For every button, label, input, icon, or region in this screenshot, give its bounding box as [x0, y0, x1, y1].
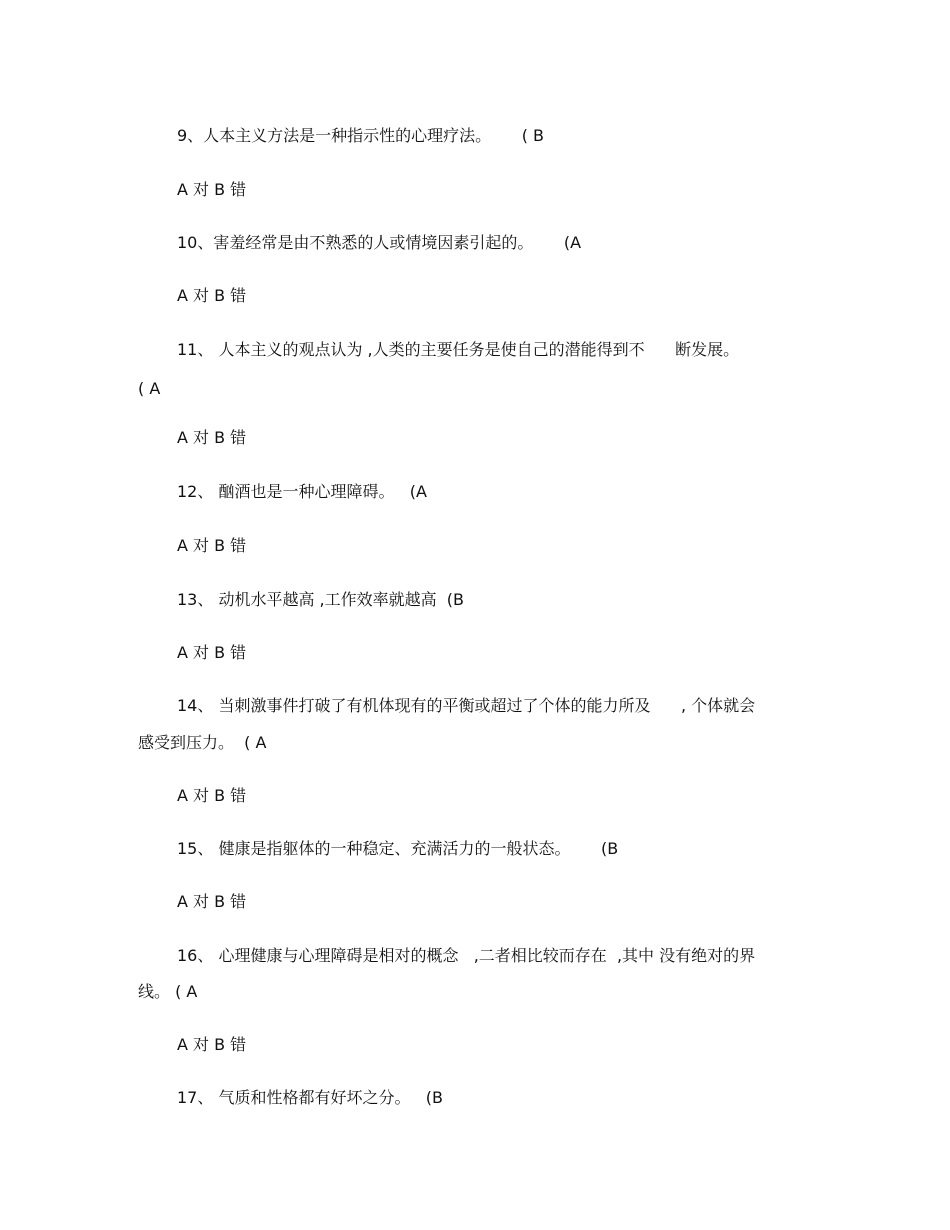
- question-11-text-cont: ( A: [138, 379, 161, 398]
- question-9-text: 9、人本主义方法是一种指示性的心理疗法。 ( B: [177, 126, 545, 145]
- question-9-options: A 对 B 错: [177, 180, 247, 199]
- question-16-options: A 对 B 错: [177, 1035, 247, 1054]
- question-11-options: A 对 B 错: [177, 428, 247, 447]
- question-15-options: A 对 B 错: [177, 892, 247, 911]
- question-10-options: A 对 B 错: [177, 286, 247, 305]
- question-11-text: 11、 人本主义的观点认为 ,人类的主要任务是使自己的潜能得到不 断发展。: [177, 340, 740, 359]
- question-15-text: 15、 健康是指躯体的一种稳定、充满活力的一般状态。 (B: [177, 839, 619, 858]
- question-16-text: 16、 心理健康与心理障碍是相对的概念 ,二者相比较而存在 ,其中 没有绝对的界: [177, 946, 756, 965]
- question-14-text: 14、 当刺激事件打破了有机体现有的平衡或超过了个体的能力所及 , 个体就会: [177, 696, 756, 715]
- question-12-text: 12、 酗酒也是一种心理障碍。 (A: [177, 482, 427, 501]
- question-12-options: A 对 B 错: [177, 536, 247, 555]
- question-10-text: 10、害羞经常是由不熟悉的人或情境因素引起的。 (A: [177, 233, 582, 252]
- question-16-text-cont: 线。 ( A: [138, 982, 198, 1001]
- question-17-text: 17、 气质和性格都有好坏之分。 (B: [177, 1088, 443, 1107]
- question-13-text: 13、 动机水平越高 ,工作效率就越高 (B: [177, 590, 465, 609]
- question-13-options: A 对 B 错: [177, 643, 247, 662]
- question-14-text-cont: 感受到压力。 ( A: [138, 733, 267, 752]
- question-14-options: A 对 B 错: [177, 786, 247, 805]
